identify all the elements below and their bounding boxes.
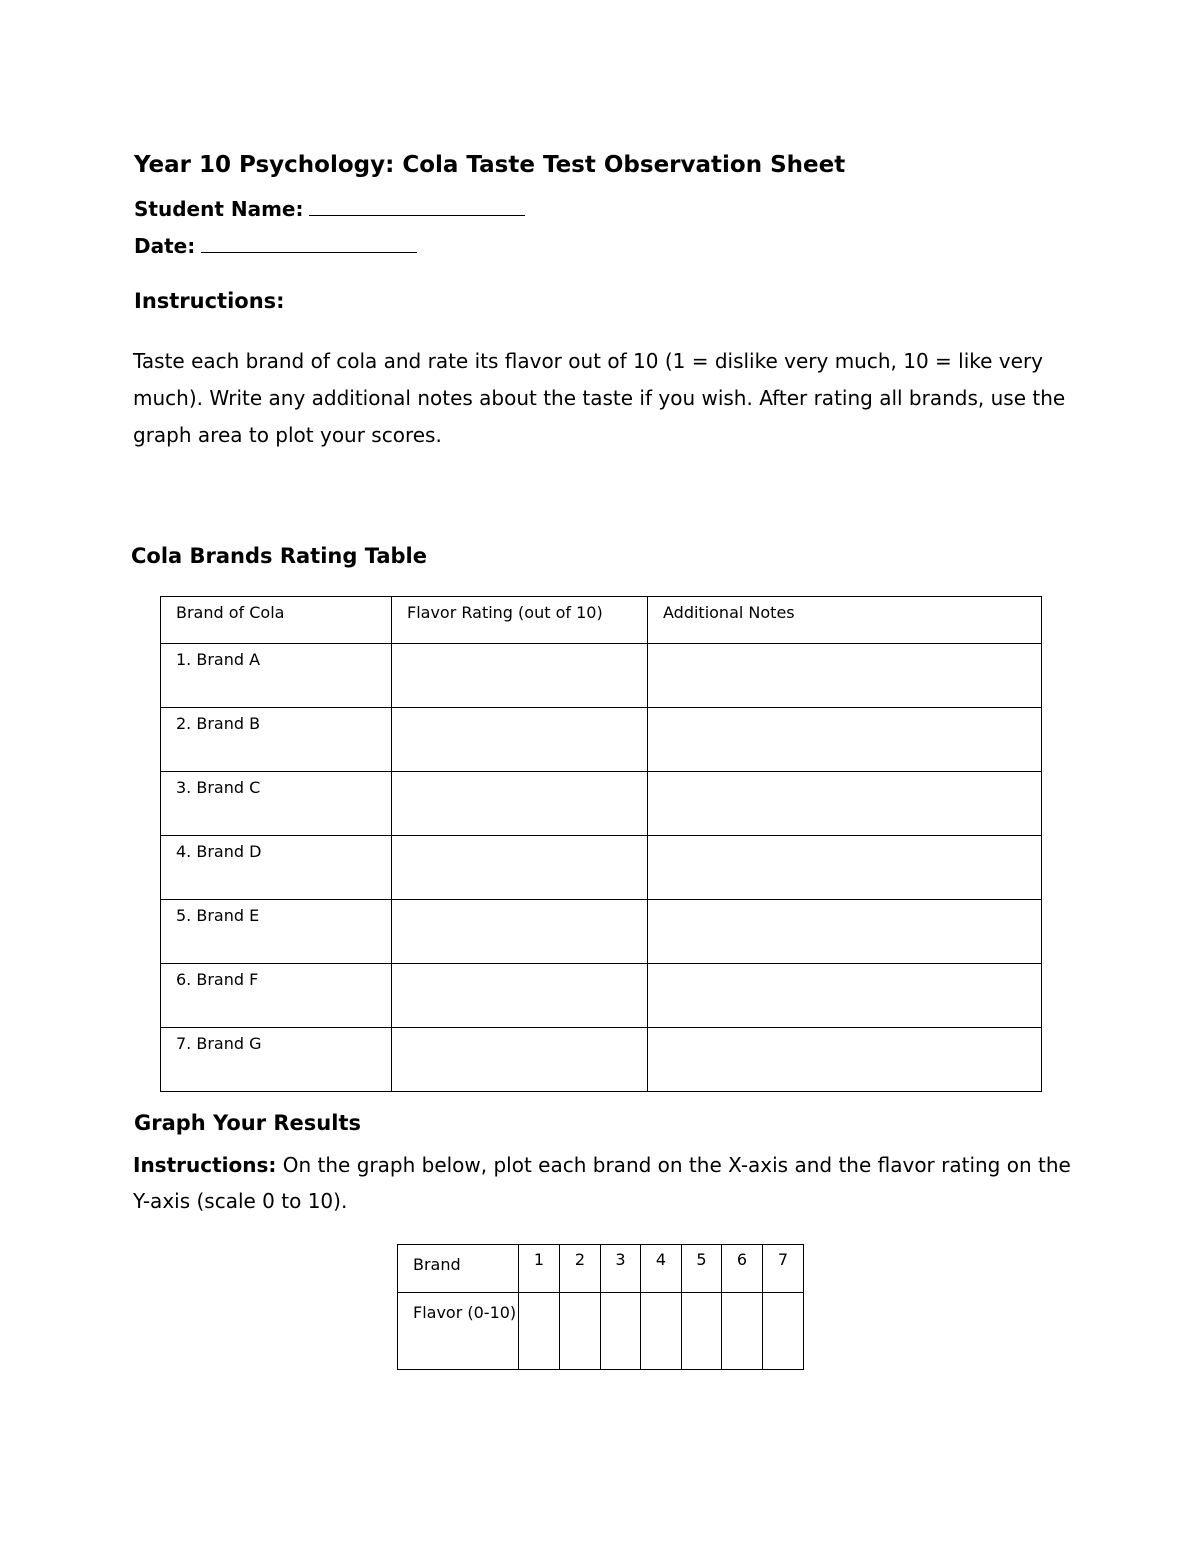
- table-row: [161, 708, 1042, 772]
- rating-cell[interactable]: [392, 964, 648, 1028]
- page-title: Year 10 Psychology: Cola Taste Test Observation Sheet: [134, 152, 846, 178]
- flavor-score-cell[interactable]: [519, 1293, 560, 1370]
- brand-number-cell: 7: [763, 1245, 804, 1293]
- notes-cell[interactable]: [648, 1028, 1042, 1092]
- notes-cell[interactable]: [648, 836, 1042, 900]
- graph-table: [397, 1244, 804, 1370]
- brand-cell: 2. Brand B: [161, 708, 392, 772]
- brand-number-cell: 2: [560, 1245, 601, 1293]
- column-header-brand: Brand of Cola: [161, 597, 392, 644]
- brand-number-cell: 1: [519, 1245, 560, 1293]
- graph-instructions: [133, 1147, 1083, 1219]
- graph-instructions-label: Instructions:: [133, 1153, 277, 1177]
- notes-cell[interactable]: [648, 964, 1042, 1028]
- flavor-score-cell[interactable]: [722, 1293, 763, 1370]
- graph-brand-row: [398, 1245, 804, 1293]
- student-name-label: Student Name:: [134, 197, 304, 221]
- rating-table: [160, 596, 1042, 1092]
- flavor-score-cell[interactable]: [601, 1293, 641, 1370]
- instructions-heading: Instructions:: [134, 289, 285, 313]
- rating-cell[interactable]: [392, 772, 648, 836]
- brand-cell: 3. Brand C: [161, 772, 392, 836]
- brand-number-cell: 5: [682, 1245, 722, 1293]
- rating-cell[interactable]: [392, 836, 648, 900]
- flavor-score-cell[interactable]: [763, 1293, 804, 1370]
- brand-number-cell: 3: [601, 1245, 641, 1293]
- table-row: [161, 836, 1042, 900]
- table-row: [161, 964, 1042, 1028]
- graph-heading: Graph Your Results: [134, 1111, 361, 1135]
- notes-cell[interactable]: [648, 900, 1042, 964]
- graph-instructions-text: On the graph below, plot each brand on the X-axis and the flavor rating on the Y-axis (scale 0 to 10).: [133, 1153, 1071, 1213]
- graph-flavor-row: [398, 1293, 804, 1370]
- brand-cell: 1. Brand A: [161, 644, 392, 708]
- brand-number-cell: 4: [641, 1245, 682, 1293]
- notes-cell[interactable]: [648, 708, 1042, 772]
- graph-flavor-label: Flavor (0-10): [398, 1293, 519, 1370]
- date-field: [134, 232, 417, 258]
- date-blank[interactable]: [201, 232, 417, 253]
- notes-cell[interactable]: [648, 644, 1042, 708]
- date-label: Date:: [134, 234, 196, 258]
- table-row: [161, 1028, 1042, 1092]
- brand-number-cell: 6: [722, 1245, 763, 1293]
- column-header-notes: Additional Notes: [648, 597, 1042, 644]
- table-row: [161, 900, 1042, 964]
- brand-cell: 5. Brand E: [161, 900, 392, 964]
- rating-cell[interactable]: [392, 644, 648, 708]
- rating-cell[interactable]: [392, 708, 648, 772]
- brand-cell: 6. Brand F: [161, 964, 392, 1028]
- table-row: [161, 772, 1042, 836]
- instructions-text: Taste each brand of cola and rate its flavor out of 10 (1 = dislike very much, 10 = like very much). Write any additional notes about the taste if you wish. After rating all brands, use the graph area to plot your scores.: [133, 349, 1066, 447]
- rating-table-header-row: [161, 597, 1042, 644]
- brand-cell: 7. Brand G: [161, 1028, 392, 1092]
- graph-brand-label: Brand: [398, 1245, 519, 1293]
- brand-cell: 4. Brand D: [161, 836, 392, 900]
- rating-cell[interactable]: [392, 900, 648, 964]
- table-row: [161, 644, 1042, 708]
- flavor-score-cell[interactable]: [682, 1293, 722, 1370]
- notes-cell[interactable]: [648, 772, 1042, 836]
- rating-table-heading: Cola Brands Rating Table: [131, 544, 427, 568]
- rating-cell[interactable]: [392, 1028, 648, 1092]
- column-header-rating: Flavor Rating (out of 10): [392, 597, 648, 644]
- student-name-blank[interactable]: [309, 195, 525, 216]
- flavor-score-cell[interactable]: [641, 1293, 682, 1370]
- student-name-field: [134, 195, 525, 221]
- flavor-score-cell[interactable]: [560, 1293, 601, 1370]
